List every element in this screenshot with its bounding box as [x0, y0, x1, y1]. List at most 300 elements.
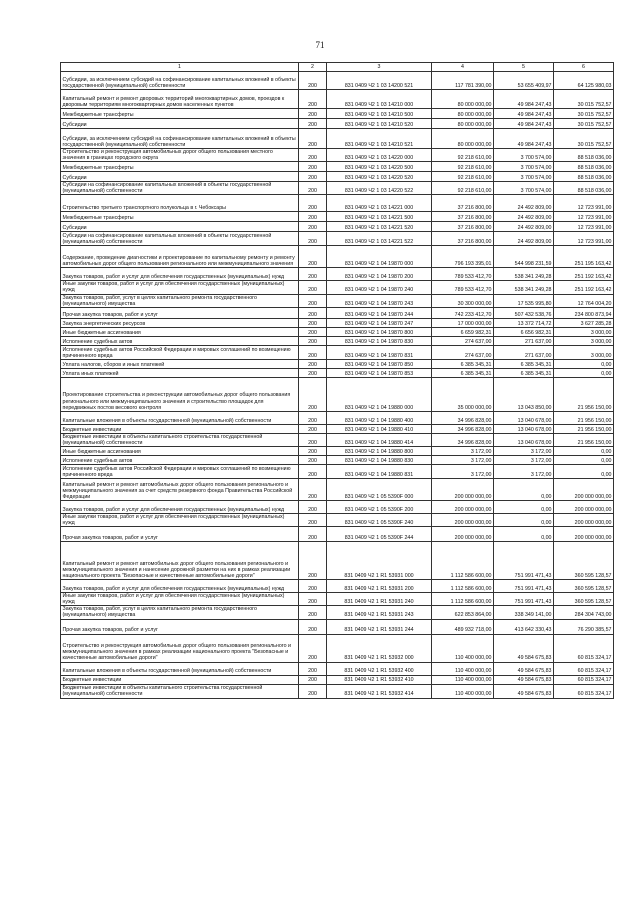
row-value-3-cell: 30 015 752,57 — [554, 90, 614, 109]
table-row — [61, 345, 614, 359]
row-value-1-cell: 80 000 000,00 — [432, 90, 494, 109]
table-row — [61, 72, 614, 90]
row-value-3-cell: 0,00 — [554, 464, 614, 478]
row-value-3-cell: 12 723 991,00 — [554, 212, 614, 222]
table-row — [61, 684, 614, 698]
row-name-cell: Капитальный ремонт и ремонт автомобильных дорог общего пользования регионального и межмуниципального значения и нанесение дорожной разметки на них в рамках реализации национального проекта "Безопасные и качественные автомобильные дороги" — [61, 542, 299, 580]
row-name-cell: Закупка товаров, работ и услуг для обеспечения государственных (муниципальных) нужд — [61, 268, 299, 281]
row-value-1-cell: 17 000 000,00 — [432, 318, 494, 327]
row-value-2-cell: 49 984 247,43 — [494, 109, 554, 119]
row-value-3-cell: 200 000 000,00 — [554, 478, 614, 500]
row-value-2-cell: 17 535 995,80 — [494, 294, 554, 307]
row-value-3-cell: 76 290 385,57 — [554, 619, 614, 634]
row-value-2-cell: 751 991 471,43 — [494, 593, 554, 606]
row-ved-cell: 200 — [299, 675, 327, 684]
row-code-cell: 831 0409 Ч2 1 R1 53932 000 — [327, 634, 432, 662]
row-code-cell: 831 0409 Ч2 1 05 5390F 000 — [327, 478, 432, 500]
row-value-2-cell: 3 700 574,00 — [494, 172, 554, 182]
row-value-1-cell: 80 000 000,00 — [432, 129, 494, 149]
row-value-3-cell: 360 595 128,57 — [554, 593, 614, 606]
row-value-3-cell: 21 956 150,00 — [554, 424, 614, 433]
row-code-cell: 831 0409 Ч2 1 R1 53931 240 — [327, 593, 432, 606]
row-value-3-cell: 21 956 150,00 — [554, 411, 614, 424]
column-header-6: 6 — [554, 63, 614, 72]
column-header-4: 4 — [432, 63, 494, 72]
row-ved-cell: 200 — [299, 684, 327, 698]
row-value-2-cell: 271 637,00 — [494, 345, 554, 359]
row-value-2-cell: 538 341 249,28 — [494, 281, 554, 294]
row-value-2-cell: 24 492 809,00 — [494, 212, 554, 222]
column-header-5: 5 — [494, 63, 554, 72]
row-value-1-cell: 1 112 586 600,00 — [432, 580, 494, 593]
row-value-2-cell: 0,00 — [494, 500, 554, 513]
row-value-1-cell: 92 218 610,00 — [432, 172, 494, 182]
row-code-cell: 831 0409 Ч2 1 04 19870 830 — [327, 336, 432, 345]
row-code-cell: 831 0409 Ч2 1 04 19880 831 — [327, 464, 432, 478]
row-value-1-cell: 6 659 982,31 — [432, 327, 494, 336]
row-value-1-cell: 80 000 000,00 — [432, 119, 494, 129]
row-value-1-cell: 6 385 345,31 — [432, 368, 494, 377]
table-row — [61, 542, 614, 580]
table-row — [61, 606, 614, 619]
row-value-1-cell: 92 218 610,00 — [432, 162, 494, 172]
row-value-2-cell: 49 984 247,43 — [494, 119, 554, 129]
row-code-cell: 831 0409 Ч2 1 04 19870 853 — [327, 368, 432, 377]
row-value-1-cell: 110 400 000,00 — [432, 684, 494, 698]
row-value-1-cell: 92 218 610,00 — [432, 149, 494, 162]
row-ved-cell: 200 — [299, 318, 327, 327]
row-value-1-cell: 3 172,00 — [432, 455, 494, 464]
row-name-cell: Иные бюджетные ассигнования — [61, 446, 299, 455]
table-row — [61, 377, 614, 411]
table-row — [61, 464, 614, 478]
row-name-cell: Субсидии, за исключением субсидий на софинансирование капитальных вложений в объекты государственной (муниципальной) собственности — [61, 72, 299, 90]
row-ved-cell: 200 — [299, 606, 327, 619]
row-value-2-cell: 49 984 247,43 — [494, 129, 554, 149]
row-value-2-cell: 3 172,00 — [494, 446, 554, 455]
row-value-1-cell: 3 172,00 — [432, 464, 494, 478]
row-value-1-cell: 489 932 718,00 — [432, 619, 494, 634]
row-name-cell: Бюджетные инвестиции — [61, 424, 299, 433]
row-name-cell: Строительство третьего транспортного полукольца в г. Чебоксары — [61, 195, 299, 212]
row-value-2-cell: 538 341 249,28 — [494, 268, 554, 281]
row-value-2-cell: 49 584 675,83 — [494, 662, 554, 675]
table-row — [61, 318, 614, 327]
row-value-1-cell: 37 216 800,00 — [432, 195, 494, 212]
table-row — [61, 634, 614, 662]
row-name-cell: Бюджетные инвестиции в объекты капитального строительства государственной (муниципальной) собственности — [61, 684, 299, 698]
row-ved-cell: 200 — [299, 345, 327, 359]
row-value-3-cell: 30 015 752,57 — [554, 109, 614, 119]
row-value-2-cell: 3 700 574,00 — [494, 182, 554, 195]
row-code-cell: 831 0409 Ч2 1 03 14210 520 — [327, 119, 432, 129]
row-code-cell: 831 0409 Ч2 1 04 19880 414 — [327, 433, 432, 446]
row-name-cell: Уплата налогов, сборов и иных платежей — [61, 359, 299, 368]
row-name-cell: Иные закупки товаров, работ и услуг для обеспечения государственных (муниципальных) нужд — [61, 281, 299, 294]
row-code-cell: 831 0409 Ч2 1 04 19870 247 — [327, 318, 432, 327]
table-row — [61, 246, 614, 268]
row-value-1-cell: 92 218 610,00 — [432, 182, 494, 195]
row-value-3-cell: 60 815 324,17 — [554, 634, 614, 662]
row-name-cell: Прочая закупка товаров, работ и услуг — [61, 619, 299, 634]
row-ved-cell: 200 — [299, 90, 327, 109]
row-value-3-cell: 200 000 000,00 — [554, 513, 614, 526]
row-code-cell: 831 0409 Ч2 1 R1 53931 200 — [327, 580, 432, 593]
row-name-cell: Субсидии, за исключением субсидий на софинансирование капитальных вложений в объекты государственной (муниципальной) собственности — [61, 129, 299, 149]
row-value-3-cell: 64 125 980,03 — [554, 72, 614, 90]
row-value-1-cell: 117 781 390,00 — [432, 72, 494, 90]
row-value-1-cell: 274 637,00 — [432, 336, 494, 345]
row-name-cell: Исполнение судебных актов Российской Федерации и мировых соглашений по возмещению причиненного вреда — [61, 464, 299, 478]
row-code-cell: 831 0409 Ч2 1 03 14210 521 — [327, 129, 432, 149]
row-value-1-cell: 34 996 828,00 — [432, 424, 494, 433]
row-value-3-cell: 12 723 991,00 — [554, 232, 614, 246]
row-value-3-cell: 21 956 150,00 — [554, 377, 614, 411]
row-code-cell: 831 0409 Ч2 1 03 14210 500 — [327, 109, 432, 119]
row-name-cell: Прочая закупка товаров, работ и услуг — [61, 307, 299, 318]
row-value-3-cell: 21 956 150,00 — [554, 433, 614, 446]
row-value-1-cell: 34 996 828,00 — [432, 433, 494, 446]
row-value-1-cell: 37 216 800,00 — [432, 222, 494, 232]
row-value-3-cell: 200 000 000,00 — [554, 500, 614, 513]
row-value-2-cell: 6 385 345,31 — [494, 359, 554, 368]
row-ved-cell: 200 — [299, 455, 327, 464]
row-value-2-cell: 6 385 345,31 — [494, 368, 554, 377]
row-ved-cell: 200 — [299, 580, 327, 593]
row-value-1-cell: 796 193 395,01 — [432, 246, 494, 268]
row-value-2-cell: 49 584 675,83 — [494, 634, 554, 662]
row-code-cell: 831 0409 Ч2 1 04 19870 831 — [327, 345, 432, 359]
row-ved-cell: 200 — [299, 294, 327, 307]
row-value-1-cell: 622 853 864,00 — [432, 606, 494, 619]
row-value-2-cell: 751 991 471,43 — [494, 580, 554, 593]
row-code-cell: 831 0409 Ч2 1 R1 53931 000 — [327, 542, 432, 580]
row-value-3-cell: 360 595 128,57 — [554, 542, 614, 580]
row-code-cell: 831 0409 Ч2 1 04 19880 800 — [327, 446, 432, 455]
row-value-2-cell: 751 991 471,43 — [494, 542, 554, 580]
row-value-2-cell: 13 040 678,00 — [494, 411, 554, 424]
row-code-cell: 831 0409 Ч2 1 03 14221 520 — [327, 222, 432, 232]
table-row — [61, 222, 614, 232]
row-code-cell: 831 0409 Ч2 1 03 14220 000 — [327, 149, 432, 162]
table-row — [61, 411, 614, 424]
table-row — [61, 294, 614, 307]
row-value-3-cell: 60 815 324,17 — [554, 684, 614, 698]
row-name-cell: Прочая закупка товаров, работ и услуг — [61, 527, 299, 542]
row-code-cell: 831 0409 Ч2 1 R1 53932 414 — [327, 684, 432, 698]
row-value-2-cell: 24 492 809,00 — [494, 222, 554, 232]
row-name-cell: Уплата иных платежей — [61, 368, 299, 377]
row-ved-cell: 200 — [299, 212, 327, 222]
table-row — [61, 433, 614, 446]
row-value-3-cell: 30 015 752,57 — [554, 129, 614, 149]
row-name-cell: Закупка товаров, работ и услуг для обеспечения государственных (муниципальных) нужд — [61, 500, 299, 513]
page-number: 71 — [315, 40, 325, 50]
table-body — [61, 72, 614, 699]
row-code-cell: 831 0409 Ч2 1 04 19870 850 — [327, 359, 432, 368]
row-ved-cell: 200 — [299, 464, 327, 478]
row-value-2-cell: 13 043 850,00 — [494, 377, 554, 411]
row-ved-cell: 200 — [299, 433, 327, 446]
row-value-2-cell: 3 700 574,00 — [494, 149, 554, 162]
row-value-3-cell: 88 518 036,00 — [554, 149, 614, 162]
row-ved-cell: 200 — [299, 619, 327, 634]
row-value-2-cell: 6 656 982,31 — [494, 327, 554, 336]
row-ved-cell: 200 — [299, 281, 327, 294]
table-row — [61, 195, 614, 212]
row-value-1-cell: 3 172,00 — [432, 446, 494, 455]
row-name-cell: Исполнение судебных актов — [61, 455, 299, 464]
table-row — [61, 424, 614, 433]
row-value-2-cell: 0,00 — [494, 513, 554, 526]
row-code-cell: 831 0409 Ч2 1 04 19870 800 — [327, 327, 432, 336]
row-value-2-cell: 13 040 678,00 — [494, 433, 554, 446]
row-ved-cell: 200 — [299, 368, 327, 377]
row-code-cell: 831 0409 Ч2 1 03 14200 521 — [327, 72, 432, 90]
row-code-cell: 831 0409 Ч2 1 04 19870 200 — [327, 268, 432, 281]
row-code-cell: 831 0409 Ч2 1 04 19870 243 — [327, 294, 432, 307]
table-row — [61, 619, 614, 634]
row-value-2-cell: 24 492 809,00 — [494, 232, 554, 246]
row-code-cell: 831 0409 Ч2 1 R1 53931 244 — [327, 619, 432, 634]
row-value-3-cell: 88 518 036,00 — [554, 182, 614, 195]
row-value-3-cell: 3 000,00 — [554, 345, 614, 359]
row-name-cell: Межбюджетные трансферты — [61, 212, 299, 222]
row-value-1-cell: 110 400 000,00 — [432, 634, 494, 662]
row-name-cell: Субсидии — [61, 172, 299, 182]
row-value-1-cell: 110 400 000,00 — [432, 675, 494, 684]
table-row — [61, 90, 614, 109]
row-value-3-cell: 12 723 991,00 — [554, 195, 614, 212]
table-row — [61, 162, 614, 172]
row-value-1-cell: 274 637,00 — [432, 345, 494, 359]
row-value-2-cell: 0,00 — [494, 478, 554, 500]
table-row — [61, 446, 614, 455]
row-code-cell: 831 0409 Ч2 1 03 14221 522 — [327, 232, 432, 246]
row-code-cell: 831 0409 Ч2 1 05 5390F 244 — [327, 527, 432, 542]
row-name-cell: Субсидии — [61, 119, 299, 129]
table-row — [61, 580, 614, 593]
table-row — [61, 172, 614, 182]
table-row — [61, 268, 614, 281]
row-name-cell: Проектирование строительства и реконструкции автомобильных дорог общего пользования регионального или межмуниципального значения и строительство площадок для передвижных постов весового контроля — [61, 377, 299, 411]
table-row — [61, 129, 614, 149]
row-ved-cell: 200 — [299, 500, 327, 513]
column-header-2: 2 — [299, 63, 327, 72]
row-value-1-cell: 789 533 412,70 — [432, 268, 494, 281]
table-row — [61, 500, 614, 513]
row-code-cell: 831 0409 Ч2 1 04 19870 244 — [327, 307, 432, 318]
row-name-cell: Иные закупки товаров, работ и услуг для обеспечения государственных (муниципальных) нужд — [61, 593, 299, 606]
row-value-3-cell: 234 800 873,94 — [554, 307, 614, 318]
row-value-2-cell: 53 655 409,97 — [494, 72, 554, 90]
row-value-3-cell: 284 304 743,00 — [554, 606, 614, 619]
table-row — [61, 232, 614, 246]
row-ved-cell: 200 — [299, 182, 327, 195]
table-row — [61, 593, 614, 606]
table-row — [61, 149, 614, 162]
row-code-cell: 831 0409 Ч2 1 03 14220 520 — [327, 172, 432, 182]
row-value-3-cell: 88 518 036,00 — [554, 172, 614, 182]
row-code-cell: 831 0409 Ч2 1 04 19880 410 — [327, 424, 432, 433]
row-value-1-cell: 200 000 000,00 — [432, 500, 494, 513]
row-value-1-cell: 37 216 800,00 — [432, 212, 494, 222]
row-code-cell: 831 0409 Ч2 1 03 14221 500 — [327, 212, 432, 222]
row-value-3-cell: 0,00 — [554, 455, 614, 464]
row-value-3-cell: 251 195 163,42 — [554, 246, 614, 268]
row-code-cell: 831 0409 Ч2 1 04 19880 400 — [327, 411, 432, 424]
row-name-cell: Закупка энергетических ресурсов — [61, 318, 299, 327]
row-value-1-cell: 200 000 000,00 — [432, 527, 494, 542]
table-row — [61, 662, 614, 675]
row-ved-cell: 200 — [299, 446, 327, 455]
row-value-2-cell: 13 372 714,72 — [494, 318, 554, 327]
table-row — [61, 212, 614, 222]
column-header-3: 3 — [327, 63, 432, 72]
row-name-cell: Закупка товаров, работ и услуг для обеспечения государственных (муниципальных) нужд — [61, 580, 299, 593]
row-value-3-cell: 0,00 — [554, 446, 614, 455]
row-value-2-cell: 507 432 538,76 — [494, 307, 554, 318]
row-value-3-cell: 30 015 752,57 — [554, 119, 614, 129]
row-value-1-cell: 110 400 000,00 — [432, 662, 494, 675]
row-ved-cell: 200 — [299, 172, 327, 182]
row-value-3-cell: 3 627 285,28 — [554, 318, 614, 327]
table-row — [61, 455, 614, 464]
row-code-cell: 831 0409 Ч2 1 03 14221 000 — [327, 195, 432, 212]
column-header-1: 1 — [61, 63, 299, 72]
budget-table — [60, 62, 614, 699]
row-value-3-cell: 0,00 — [554, 368, 614, 377]
table-row — [61, 675, 614, 684]
table-row — [61, 368, 614, 377]
row-code-cell: 831 0409 Ч2 1 03 14210 000 — [327, 90, 432, 109]
row-ved-cell: 200 — [299, 119, 327, 129]
row-ved-cell: 200 — [299, 336, 327, 345]
row-ved-cell: 200 — [299, 542, 327, 580]
row-code-cell: 831 0409 Ч2 1 R1 53932 410 — [327, 675, 432, 684]
row-value-1-cell: 37 216 800,00 — [432, 232, 494, 246]
row-value-2-cell: 271 637,00 — [494, 336, 554, 345]
row-value-1-cell: 6 385 345,31 — [432, 359, 494, 368]
row-value-2-cell: 544 998 231,59 — [494, 246, 554, 268]
row-ved-cell: 200 — [299, 162, 327, 172]
row-value-2-cell: 13 040 678,00 — [494, 424, 554, 433]
row-value-1-cell: 742 233 412,70 — [432, 307, 494, 318]
table-row — [61, 281, 614, 294]
table-row — [61, 182, 614, 195]
row-name-cell: Субсидии — [61, 222, 299, 232]
row-code-cell: 831 0409 Ч2 1 R1 53932 400 — [327, 662, 432, 675]
row-code-cell: 831 0409 Ч2 1 R1 53931 243 — [327, 606, 432, 619]
row-value-2-cell: 49 584 675,83 — [494, 684, 554, 698]
row-ved-cell: 200 — [299, 268, 327, 281]
row-name-cell: Строительство и реконструкция автомобильных дорог общего пользования местного значения в границах городского округа — [61, 149, 299, 162]
table-row — [61, 336, 614, 345]
row-ved-cell: 200 — [299, 662, 327, 675]
row-value-2-cell: 49 584 675,83 — [494, 675, 554, 684]
row-name-cell: Закупка товаров, работ, услуг в целях капитального ремонта государственного (муниципального) имущества — [61, 294, 299, 307]
table-row — [61, 307, 614, 318]
row-code-cell: 831 0409 Ч2 1 04 19870 000 — [327, 246, 432, 268]
table-row — [61, 109, 614, 119]
row-code-cell: 831 0409 Ч2 1 05 5390F 200 — [327, 500, 432, 513]
row-ved-cell: 200 — [299, 307, 327, 318]
row-value-3-cell: 200 000 000,00 — [554, 527, 614, 542]
row-ved-cell: 200 — [299, 359, 327, 368]
row-name-cell: Межбюджетные трансферты — [61, 162, 299, 172]
row-value-3-cell: 12 764 004,20 — [554, 294, 614, 307]
row-ved-cell: 200 — [299, 424, 327, 433]
row-value-1-cell: 35 000 000,00 — [432, 377, 494, 411]
row-value-3-cell: 3 000,00 — [554, 336, 614, 345]
row-value-2-cell: 49 984 247,43 — [494, 90, 554, 109]
row-value-3-cell: 12 723 991,00 — [554, 222, 614, 232]
row-name-cell: Межбюджетные трансферты — [61, 109, 299, 119]
table-row — [61, 359, 614, 368]
row-code-cell: 831 0409 Ч2 1 04 19870 240 — [327, 281, 432, 294]
row-ved-cell: 200 — [299, 246, 327, 268]
table-row — [61, 527, 614, 542]
row-value-3-cell: 60 815 324,17 — [554, 662, 614, 675]
row-value-1-cell: 789 533 412,70 — [432, 281, 494, 294]
row-value-1-cell: 200 000 000,00 — [432, 478, 494, 500]
row-name-cell: Субсидии на софинансирование капитальных вложений в объекты государственной (муниципальной) собственности — [61, 182, 299, 195]
row-code-cell: 831 0409 Ч2 1 04 19880 830 — [327, 455, 432, 464]
row-name-cell: Закупка товаров, работ, услуг в целях капитального ремонта государственного (муниципального) имущества — [61, 606, 299, 619]
row-value-3-cell: 88 518 036,00 — [554, 162, 614, 172]
row-value-1-cell: 1 112 586 600,00 — [432, 593, 494, 606]
row-ved-cell: 200 — [299, 593, 327, 606]
row-value-1-cell: 30 300 000,00 — [432, 294, 494, 307]
row-value-2-cell: 413 642 330,43 — [494, 619, 554, 634]
row-value-2-cell: 24 492 809,00 — [494, 195, 554, 212]
row-value-1-cell: 34 996 828,00 — [432, 411, 494, 424]
row-ved-cell: 200 — [299, 109, 327, 119]
row-ved-cell: 200 — [299, 527, 327, 542]
row-name-cell: Строительство и реконструкция автомобильных дорог общего пользования регионального и межмуниципального значения в рамках реализации национального проекта "Безопасные и качественные автомобильные дороги" — [61, 634, 299, 662]
row-name-cell: Капитальный ремонт и ремонт дворовых территорий многоквартирных домов, проездов к дворовым территориям многоквартирных домов населенных пунктов — [61, 90, 299, 109]
row-value-2-cell: 0,00 — [494, 527, 554, 542]
row-name-cell: Бюджетные инвестиции — [61, 675, 299, 684]
row-code-cell: 831 0409 Ч2 1 03 14220 500 — [327, 162, 432, 172]
row-value-2-cell: 338 349 141,00 — [494, 606, 554, 619]
row-value-3-cell: 3 000,00 — [554, 327, 614, 336]
row-value-3-cell: 360 595 128,57 — [554, 580, 614, 593]
row-ved-cell: 200 — [299, 327, 327, 336]
row-ved-cell: 200 — [299, 513, 327, 526]
row-value-1-cell: 200 000 000,00 — [432, 513, 494, 526]
row-value-3-cell: 60 815 324,17 — [554, 675, 614, 684]
table-header-row — [61, 63, 614, 72]
table-row — [61, 327, 614, 336]
row-ved-cell: 200 — [299, 377, 327, 411]
row-value-1-cell: 1 112 586 600,00 — [432, 542, 494, 580]
row-value-2-cell: 3 172,00 — [494, 455, 554, 464]
row-ved-cell: 200 — [299, 149, 327, 162]
row-code-cell: 831 0409 Ч2 1 03 14220 522 — [327, 182, 432, 195]
row-value-3-cell: 0,00 — [554, 359, 614, 368]
row-name-cell: Капитальный ремонт и ремонт автомобильных дорог общего пользования регионального и межмуниципального значения за счет средств резервного фонда Правительства Российской Федерации — [61, 478, 299, 500]
row-ved-cell: 200 — [299, 129, 327, 149]
row-name-cell: Исполнение судебных актов — [61, 336, 299, 345]
table-row — [61, 478, 614, 500]
row-ved-cell: 200 — [299, 478, 327, 500]
row-code-cell: 831 0409 Ч2 1 05 5390F 240 — [327, 513, 432, 526]
row-name-cell: Иные закупки товаров, работ и услуг для обеспечения государственных (муниципальных) нужд — [61, 513, 299, 526]
row-name-cell: Бюджетные инвестиции в объекты капитального строительства государственной (муниципальной) собственности — [61, 433, 299, 446]
table-row — [61, 119, 614, 129]
row-code-cell: 831 0409 Ч2 1 04 19880 000 — [327, 377, 432, 411]
